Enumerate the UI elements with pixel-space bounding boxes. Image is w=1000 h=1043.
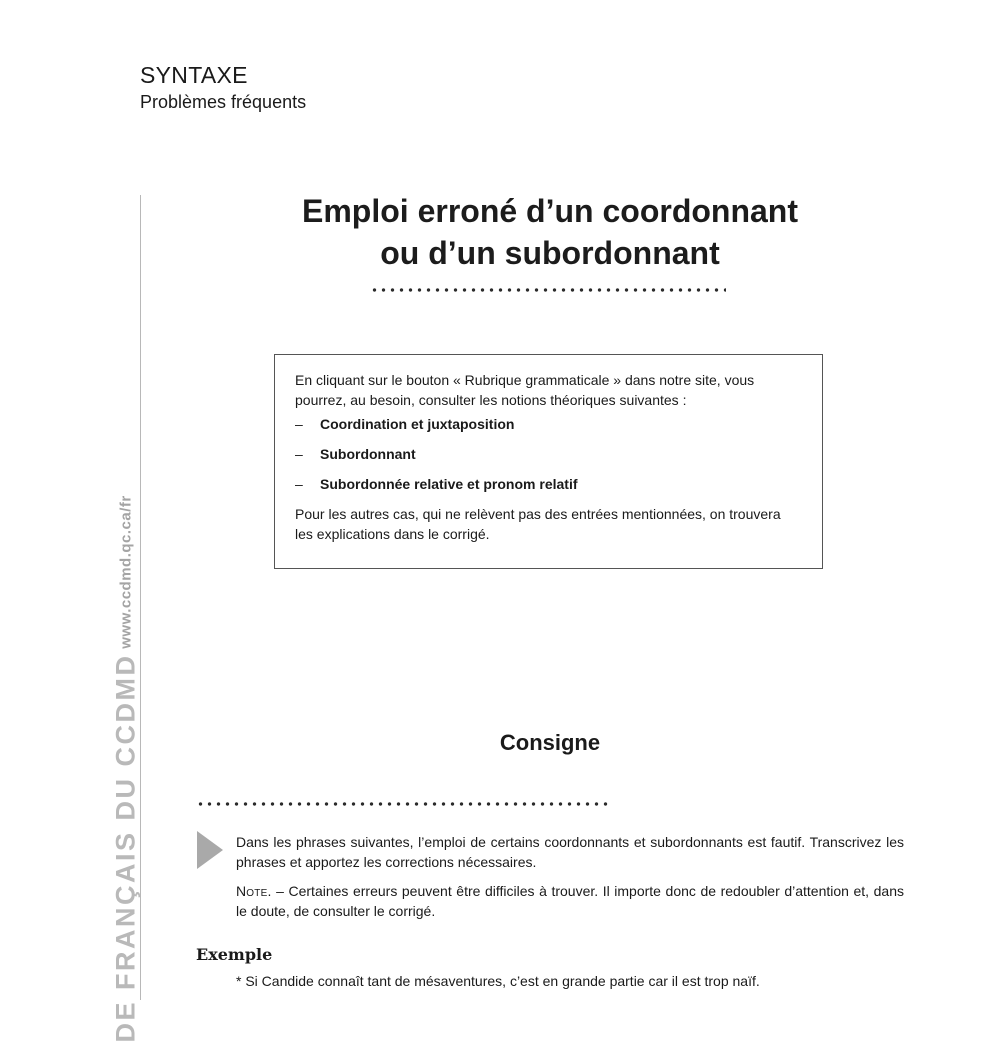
info-intro: En cliquant sur le bouton « Rubrique grammaticale » dans notre site, vous pourrez, au besoin, consulter les notions théoriques suivantes : [295, 372, 755, 408]
section-header [140, 60, 306, 113]
notion-item [295, 444, 802, 464]
note-text: – Certaines erreurs peuvent être difficiles à trouver. Il importe donc de redoubler d’attention et, dans le doute, de consulter le corrigé. [236, 883, 904, 919]
section-title: SYNTAXE [140, 62, 248, 88]
example-sentence: * Si Candide connaît tant de mésaventures, c’est en grande partie car il est trop naïf. [236, 973, 760, 989]
page-title-line2: ou d’un subordonnant [380, 235, 720, 271]
dash-bullet: – [295, 416, 303, 432]
note-paragraph [236, 881, 904, 921]
notion-item [295, 414, 802, 434]
note-label: Note. [236, 883, 272, 899]
play-arrow-icon [197, 831, 223, 869]
page-title [200, 190, 900, 274]
instructions [236, 832, 904, 921]
title-dotted-rule [370, 288, 726, 292]
dash-bullet: – [295, 446, 303, 462]
consigne-heading: Consigne [499, 730, 601, 755]
page-title-line1: Emploi erroné d’un coordonnant [302, 193, 798, 229]
notion-list [295, 414, 802, 494]
notion-label: Subordonnant [320, 446, 416, 462]
sidebar-brand: DE FRANÇAIS DU CCDMD [110, 653, 141, 1043]
sidebar-url: www.ccdmd.qc.ca/fr [117, 495, 135, 649]
consigne-dotted-rule [196, 802, 610, 806]
dash-bullet: – [295, 476, 303, 492]
example-heading: Exemple [196, 945, 273, 964]
section-subtitle: Problèmes fréquents [140, 92, 307, 112]
grammar-info-box [274, 354, 823, 569]
instruction-text: Dans les phrases suivantes, l’emploi de certains coordonnants et subordonnants est fautif. Transcrivez les phrases et apportez les corrections nécessaires. [236, 834, 904, 870]
notion-item [295, 474, 802, 494]
notion-label: Coordination et juxtaposition [320, 416, 515, 432]
info-outro: Pour les autres cas, qui ne relèvent pas des entrées mentionnées, on trouvera les explications dans le corrigé. [295, 506, 781, 542]
notion-label: Subordonnée relative et pronom relatif [320, 476, 578, 492]
